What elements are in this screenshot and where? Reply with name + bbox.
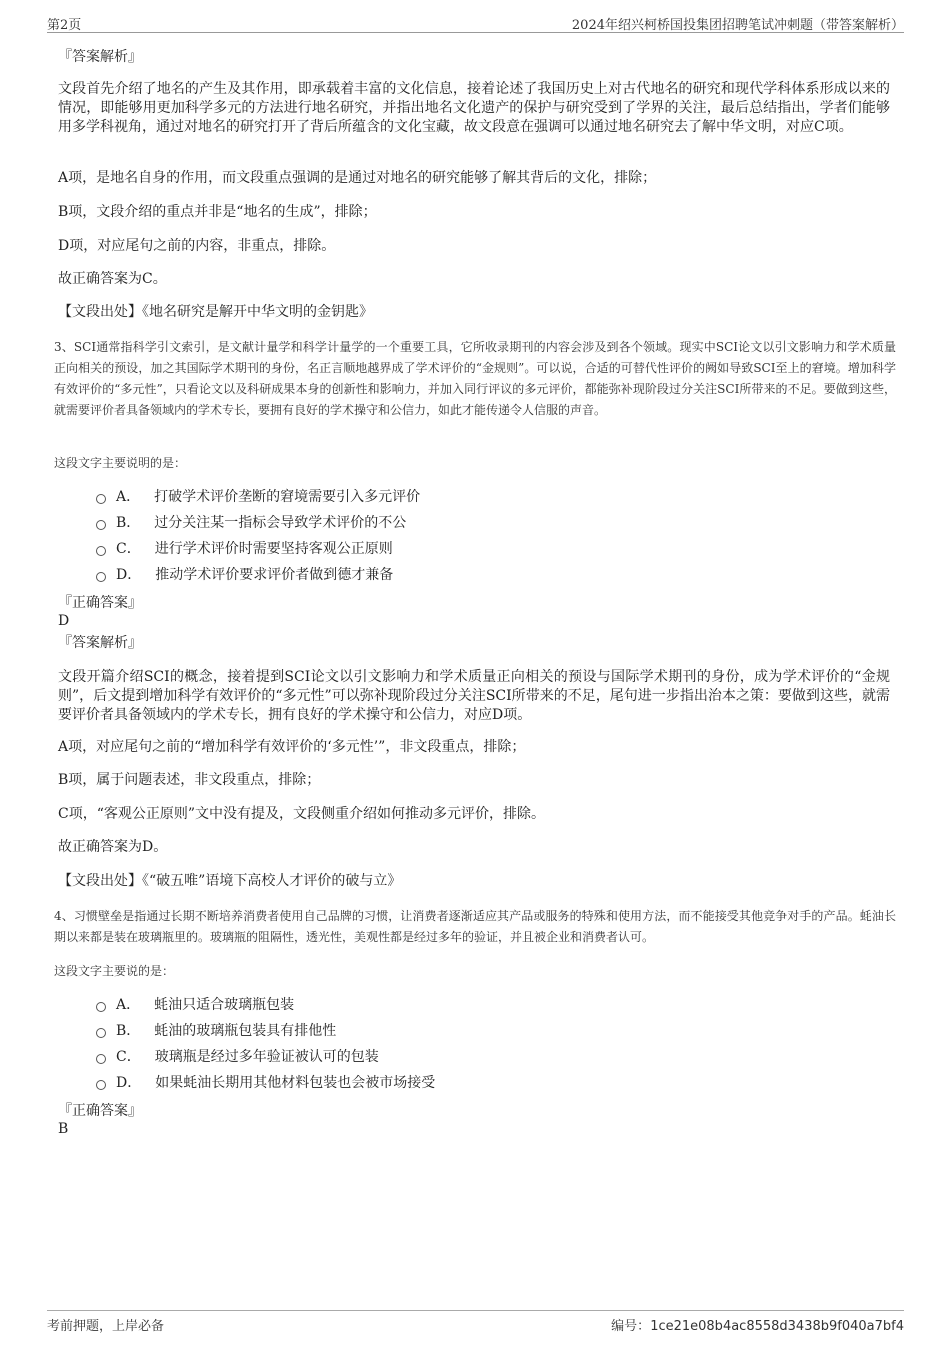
q3-source: 【文段出处】《“破五唯”语境下高校人才评价的破与立》 xyxy=(58,873,402,889)
q3-stem: 3、SCI通常指科学引文索引，是文献计量学和科学计量学的一个重要工具，它所收录期刊的内容会涉及到各个领域。现实中SCI论文以引文影响力和学术质量正向相关的预设，加之其国际学术期刊的身份，名正言顺地越界成了学术评价的“金规则”。可以说，合适的可替代性评价的阙如导致SCI至上的窘境。增加科学有效评价的“多元性”，只看论文以及科研成果本身的创新性和影响力，并加入同行评议的多元评价，都能弥补现阶段过分关注SCI所带来的不足。要做到这些，就需要评价者具备领域内的学术专长，要拥有良好的学术操守和公信力，如此才能传递令人信服的声音。 xyxy=(54,340,896,417)
q3-option-c[interactable] xyxy=(96,539,393,559)
q4-answer-label: 『正确答案』 xyxy=(58,1103,142,1119)
q3-option-d[interactable] xyxy=(96,565,393,585)
q4-stem: 4、习惯壁垒是指通过长期不断培养消费者使用自己品牌的习惯，让消费者逐渐适应其产品或服务的特殊和使用方法，而不能接受其他竞争对手的产品。蚝油长期以来都是装在玻璃瓶里的。玻璃瓶的阻隔性，透光性，美观性都是经过多年的验证，并且被企业和消费者认可。 xyxy=(54,909,896,944)
q3-analysis-label: 『答案解析』 xyxy=(58,635,142,651)
q3-analysis-a: A项，对应尾句之前的“增加科学有效评价的‘多元性’”，非文段重点，排除； xyxy=(58,739,526,755)
q2-analysis-a: A项，是地名自身的作用，而文段重点强调的是通过对地名的研究能够了解其背后的文化，排除； xyxy=(58,170,657,186)
q3-analysis-text: 文段开篇介绍SCI的概念，接着提到SCI论文以引文影响力和学术质量正向相关的预设与国际学术期刊的身份，成为学术评价的“金规则”，后文提到增加科学有效评价的“多元性”可以弥补现阶段过分关注SCI所带来的不足，尾句进一步指出治本之策：要做到这些，就需要评价者具备领域内的学术专长，拥有良好的学术操守和公信力，对应D项。 xyxy=(58,669,890,723)
q4-ask: 这段文字主要说的是： xyxy=(54,964,175,978)
page-header xyxy=(47,12,904,33)
radio-icon[interactable] xyxy=(96,1002,106,1012)
q2-analysis-text: 文段首先介绍了地名的产生及其作用，即承载着丰富的文化信息，接着论述了我国历史上对古代地名的研究和现代学科体系形成以来的情况，即能够用更加科学多元的方法进行地名研究，并指出地名文化遗产的保护与研究受到了学界的关注，最后总结指出，学者们能够用多学科视角，通过对地名的研究打开了背后所蕴含的文化宝藏，故文段意在强调可以通过地名研究去了解中华文明，对应C项。 xyxy=(58,81,890,135)
radio-icon[interactable] xyxy=(96,520,106,530)
q3-option-a-label: A． xyxy=(116,489,141,505)
q4-answer: B xyxy=(58,1121,69,1137)
q3-analysis-b: B项，属于问题表述，非文段重点，排除； xyxy=(58,772,321,788)
q4-option-d[interactable] xyxy=(96,1073,435,1093)
code-value: 1ce21e08b4ac8558d3438b9f040a7bf4 xyxy=(650,1319,904,1334)
q2-analysis-b: B项，文段介绍的重点并非是“地名的生成”，排除； xyxy=(58,204,377,220)
q4-option-a-label: A． xyxy=(116,997,141,1013)
page-number: 第2页 xyxy=(47,18,82,33)
q3-option-a[interactable] xyxy=(96,487,420,507)
q4-option-d-label: D． xyxy=(116,1075,142,1091)
radio-icon[interactable] xyxy=(96,572,106,582)
q4-option-b-label: B． xyxy=(116,1023,141,1039)
q4-option-c-label: C． xyxy=(116,1049,141,1065)
q4-option-c-text: 玻璃瓶是经过多年验证被认可的包装 xyxy=(154,1049,379,1065)
radio-icon[interactable] xyxy=(96,1080,106,1090)
q4-option-d-text: 如果蚝油长期用其他材料包装也会被市场接受 xyxy=(155,1075,436,1091)
q3-option-c-text: 进行学术评价时需要坚持客观公正原则 xyxy=(154,541,393,557)
q3-option-d-text: 推动学术评价要求评价者做到德才兼备 xyxy=(155,567,394,583)
q3-answer-label: 『正确答案』 xyxy=(58,595,142,611)
q4-option-b-text: 蚝油的玻璃瓶包装具有排他性 xyxy=(154,1023,337,1039)
radio-icon[interactable] xyxy=(96,1054,106,1064)
q4-option-c[interactable] xyxy=(96,1047,379,1067)
document-title: 2024年绍兴柯桥国投集团招聘笔试冲刺题（带答案解析） xyxy=(571,18,904,33)
q3-option-a-text: 打破学术评价垄断的窘境需要引入多元评价 xyxy=(154,489,421,505)
q3-analysis-c: C项，“客观公正原则”文中没有提及，文段侧重介绍如何推动多元评价，排除。 xyxy=(58,806,546,822)
q2-analysis-d: D项，对应尾句之前的内容，非重点，排除。 xyxy=(58,238,336,254)
q2-analysis-label: 『答案解析』 xyxy=(58,49,142,65)
code-label: 编号： xyxy=(611,1319,651,1334)
radio-icon[interactable] xyxy=(96,546,106,556)
q3-option-b-text: 过分关注某一指标会导致学术评价的不公 xyxy=(154,515,407,531)
page-footer xyxy=(47,1310,904,1335)
q4-option-a-text: 蚝油只适合玻璃瓶包装 xyxy=(154,997,295,1013)
footer-slogan: 考前押题，上岸必备 xyxy=(47,1319,165,1334)
q4-option-a[interactable] xyxy=(96,995,294,1015)
radio-icon[interactable] xyxy=(96,1028,106,1038)
q3-option-c-label: C． xyxy=(116,541,141,557)
q3-option-d-label: D． xyxy=(116,567,142,583)
q3-option-b-label: B． xyxy=(116,515,141,531)
q3-option-b[interactable] xyxy=(96,513,406,533)
document-code xyxy=(611,1315,904,1334)
radio-icon[interactable] xyxy=(96,494,106,504)
q3-answer: D xyxy=(58,613,70,629)
q4-option-b[interactable] xyxy=(96,1021,336,1041)
q3-ask: 这段文字主要说明的是： xyxy=(54,456,187,470)
q2-source: 【文段出处】《地名研究是解开中华文明的金钥匙》 xyxy=(58,304,373,320)
q3-conclusion: 故正确答案为D。 xyxy=(58,839,168,855)
q2-conclusion: 故正确答案为C。 xyxy=(58,271,167,287)
